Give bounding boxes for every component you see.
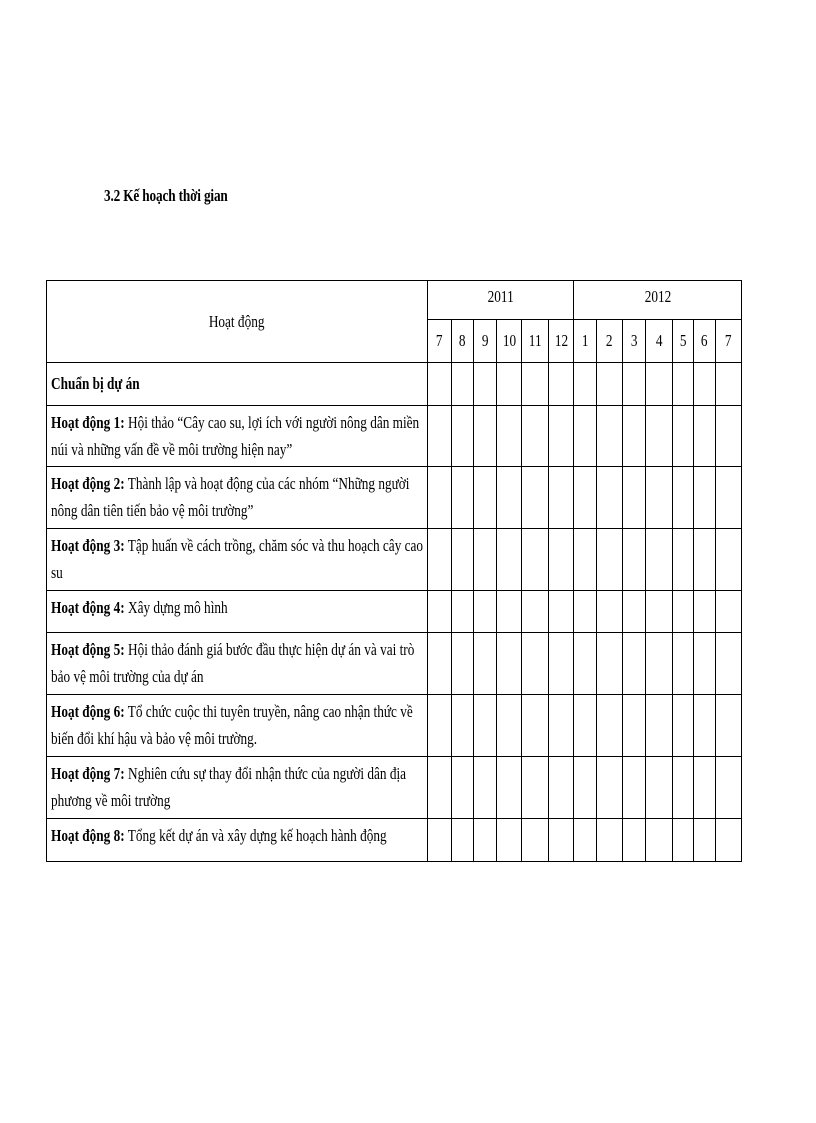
- activity-description: Tổng kết dự án và xây dựng kế hoạch hành động: [124, 826, 387, 845]
- schedule-cell: [623, 819, 646, 862]
- schedule-cell: [623, 591, 646, 633]
- schedule-cell: [694, 819, 716, 862]
- schedule-cell: [452, 363, 474, 406]
- schedule-cell: [497, 633, 522, 695]
- month-header: 6: [694, 320, 716, 363]
- activity-cell: [47, 819, 428, 862]
- schedule-cell: [673, 757, 694, 819]
- schedule-cell: [497, 591, 522, 633]
- schedule-cell: [452, 695, 474, 757]
- activity-row: [47, 467, 742, 529]
- schedule-cell: [574, 757, 597, 819]
- schedule-cell: [623, 695, 646, 757]
- activity-row: [47, 819, 742, 862]
- schedule-cell: [474, 695, 497, 757]
- section-title: 3.2 Kế hoạch thời gian: [104, 186, 228, 205]
- schedule-cell: [694, 757, 716, 819]
- schedule-cell: [646, 406, 673, 467]
- schedule-cell: [474, 633, 497, 695]
- schedule-cell: [716, 467, 742, 529]
- activity-description: Nghiên cứu sự thay đổi nhận thức của người dân địa phương về môi trường: [51, 764, 407, 810]
- activity-label: Hoạt động 4:: [51, 598, 125, 617]
- schedule-cell: [716, 591, 742, 633]
- activity-description: Xây dựng mô hình: [124, 598, 228, 617]
- schedule-cell: [428, 363, 452, 406]
- schedule-cell: [497, 695, 522, 757]
- schedule-cell: [623, 467, 646, 529]
- schedule-cell: [716, 757, 742, 819]
- activity-column-header: Hoạt động: [47, 281, 428, 363]
- schedule-cell: [522, 406, 549, 467]
- schedule-cell: [646, 467, 673, 529]
- schedule-cell: [522, 529, 549, 591]
- schedule-cell: [694, 363, 716, 406]
- schedule-table: [46, 280, 742, 862]
- schedule-cell: [597, 406, 623, 467]
- schedule-cell: [497, 757, 522, 819]
- schedule-cell: [694, 467, 716, 529]
- schedule-cell: [574, 633, 597, 695]
- schedule-cell: [574, 406, 597, 467]
- activity-cell: [47, 467, 428, 529]
- schedule-cell: [549, 591, 574, 633]
- schedule-cell: [673, 591, 694, 633]
- activity-cell: [47, 757, 428, 819]
- activity-cell: [47, 363, 428, 406]
- schedule-cell: [673, 406, 694, 467]
- schedule-cell: [716, 529, 742, 591]
- month-header: 10: [497, 320, 522, 363]
- schedule-cell: [716, 363, 742, 406]
- schedule-cell: [623, 633, 646, 695]
- month-header: 7: [428, 320, 452, 363]
- schedule-cell: [428, 819, 452, 862]
- schedule-cell: [497, 467, 522, 529]
- schedule-cell: [623, 529, 646, 591]
- activity-label: Hoạt động 2:: [51, 474, 125, 493]
- schedule-cell: [549, 406, 574, 467]
- month-header: 2: [597, 320, 623, 363]
- schedule-cell: [597, 695, 623, 757]
- schedule-cell: [474, 406, 497, 467]
- schedule-cell: [549, 529, 574, 591]
- schedule-cell: [549, 633, 574, 695]
- schedule-cell: [716, 406, 742, 467]
- activity-description: Thành lập và hoạt động của các nhóm “Những người nông dân tiên tiến bảo vệ môi trường”: [51, 474, 410, 520]
- schedule-cell: [646, 819, 673, 862]
- schedule-cell: [673, 819, 694, 862]
- schedule-cell: [452, 819, 474, 862]
- activity-description: Tập huấn về cách trồng, chăm sóc và thu hoạch cây cao su: [51, 536, 424, 582]
- activity-label: Hoạt động 1:: [51, 413, 125, 432]
- schedule-cell: [452, 633, 474, 695]
- schedule-cell: [428, 529, 452, 591]
- schedule-cell: [522, 363, 549, 406]
- schedule-cell: [522, 819, 549, 862]
- schedule-cell: [673, 467, 694, 529]
- schedule-cell: [428, 467, 452, 529]
- schedule-cell: [623, 363, 646, 406]
- activity-label: Chuẩn bị dự án: [51, 374, 140, 393]
- activity-row: [47, 757, 742, 819]
- schedule-cell: [428, 695, 452, 757]
- activity-row: [47, 406, 742, 467]
- activity-label: Hoạt động 8:: [51, 826, 125, 845]
- activity-cell: [47, 529, 428, 591]
- activity-cell: [47, 591, 428, 633]
- schedule-cell: [574, 467, 597, 529]
- month-header: 4: [646, 320, 673, 363]
- year-header-row: [47, 281, 742, 320]
- schedule-cell: [673, 633, 694, 695]
- activity-row: [47, 529, 742, 591]
- schedule-cell: [574, 363, 597, 406]
- schedule-cell: [597, 363, 623, 406]
- schedule-cell: [597, 757, 623, 819]
- schedule-cell: [549, 363, 574, 406]
- year-header-2012: 2012: [574, 281, 742, 320]
- month-header: 11: [522, 320, 549, 363]
- schedule-cell: [694, 406, 716, 467]
- activity-row: [47, 633, 742, 695]
- schedule-cell: [549, 819, 574, 862]
- schedule-cell: [428, 406, 452, 467]
- year-header-2011: 2011: [428, 281, 574, 320]
- schedule-cell: [452, 467, 474, 529]
- month-header: 12: [549, 320, 574, 363]
- schedule-cell: [474, 819, 497, 862]
- schedule-cell: [597, 529, 623, 591]
- schedule-cell: [646, 633, 673, 695]
- schedule-cell: [522, 695, 549, 757]
- schedule-cell: [452, 757, 474, 819]
- schedule-cell: [474, 363, 497, 406]
- schedule-cell: [646, 591, 673, 633]
- schedule-cell: [474, 529, 497, 591]
- schedule-cell: [497, 363, 522, 406]
- schedule-cell: [549, 467, 574, 529]
- activity-label: Hoạt động 6:: [51, 702, 125, 721]
- schedule-cell: [474, 757, 497, 819]
- month-header: 8: [452, 320, 474, 363]
- schedule-cell: [452, 406, 474, 467]
- schedule-cell: [597, 819, 623, 862]
- month-header: 3: [623, 320, 646, 363]
- schedule-cell: [497, 406, 522, 467]
- schedule-cell: [428, 633, 452, 695]
- schedule-cell: [474, 591, 497, 633]
- schedule-cell: [522, 757, 549, 819]
- schedule-cell: [646, 757, 673, 819]
- month-header: 1: [574, 320, 597, 363]
- schedule-cell: [522, 591, 549, 633]
- activity-cell: [47, 406, 428, 467]
- schedule-cell: [716, 633, 742, 695]
- activity-description: Hội thảo đánh giá bước đầu thực hiện dự án và vai trò bảo vệ môi trường của dự án: [51, 640, 415, 686]
- schedule-cell: [673, 529, 694, 591]
- schedule-cell: [497, 529, 522, 591]
- activity-row: [47, 363, 742, 406]
- schedule-cell: [673, 695, 694, 757]
- activity-label: Hoạt động 3:: [51, 536, 125, 555]
- month-header: 9: [474, 320, 497, 363]
- activity-label: Hoạt động 5:: [51, 640, 125, 659]
- schedule-cell: [597, 633, 623, 695]
- schedule-cell: [694, 591, 716, 633]
- schedule-cell: [574, 695, 597, 757]
- activity-cell: [47, 695, 428, 757]
- schedule-cell: [623, 757, 646, 819]
- schedule-cell: [574, 591, 597, 633]
- schedule-cell: [549, 757, 574, 819]
- activity-description: Tổ chức cuộc thi tuyên truyền, nâng cao nhận thức về biến đổi khí hậu và bảo vệ môi trường.: [51, 702, 413, 748]
- schedule-cell: [716, 819, 742, 862]
- activity-row: [47, 591, 742, 633]
- schedule-cell: [597, 591, 623, 633]
- schedule-cell: [522, 633, 549, 695]
- schedule-cell: [428, 757, 452, 819]
- month-header: 7: [716, 320, 742, 363]
- activity-row: [47, 695, 742, 757]
- schedule-cell: [716, 695, 742, 757]
- schedule-cell: [646, 529, 673, 591]
- schedule-cell: [574, 819, 597, 862]
- activity-cell: [47, 633, 428, 695]
- schedule-cell: [694, 695, 716, 757]
- month-header: 5: [673, 320, 694, 363]
- activity-description: Hội thảo “Cây cao su, lợi ích với người nông dân miền núi và những vấn đề về môi trường hiện nay”: [51, 413, 420, 459]
- schedule-cell: [646, 695, 673, 757]
- schedule-cell: [597, 467, 623, 529]
- schedule-cell: [522, 467, 549, 529]
- schedule-cell: [497, 819, 522, 862]
- schedule-cell: [646, 363, 673, 406]
- schedule-cell: [694, 529, 716, 591]
- activity-label: Hoạt động 7:: [51, 764, 125, 783]
- schedule-cell: [623, 406, 646, 467]
- schedule-cell: [452, 529, 474, 591]
- schedule-cell: [452, 591, 474, 633]
- schedule-cell: [428, 591, 452, 633]
- schedule-cell: [694, 633, 716, 695]
- schedule-cell: [474, 467, 497, 529]
- schedule-cell: [673, 363, 694, 406]
- schedule-cell: [574, 529, 597, 591]
- schedule-cell: [549, 695, 574, 757]
